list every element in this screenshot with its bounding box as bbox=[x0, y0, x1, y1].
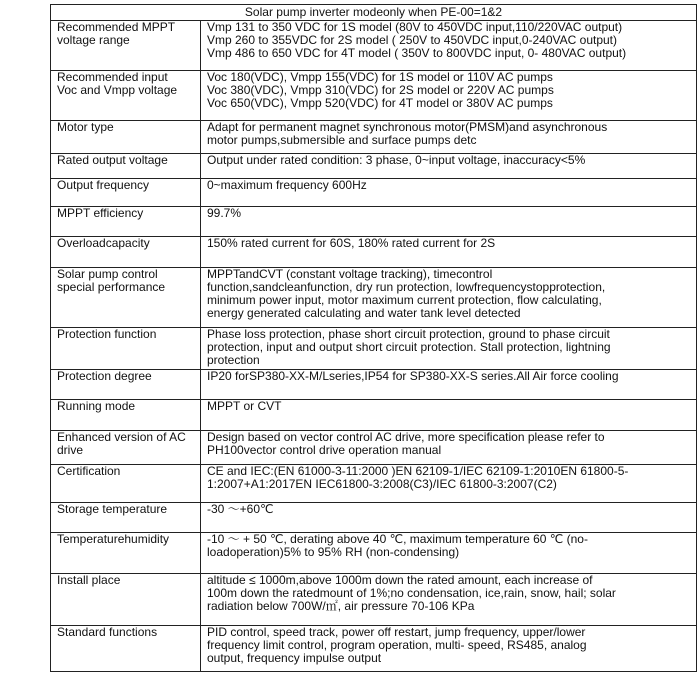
row-value bbox=[201, 533, 697, 574]
row-value-line: Vmp 486 to 650 VDC for 4T model ( 350V to 800VDC input, 0- 480VAC output) bbox=[207, 46, 627, 60]
row-value-line: minimum power input, motor maximum current protection, flow calculating, bbox=[207, 293, 602, 307]
table-row bbox=[51, 328, 697, 370]
row-value-line: energy generated calculating and water tank level detected bbox=[207, 306, 521, 320]
row-label bbox=[51, 21, 201, 71]
row-value-line: radiation below 700W/㎡, air pressure 70-106 KPa bbox=[207, 599, 475, 613]
row-value bbox=[201, 574, 697, 626]
row-value-line: Voc 180(VDC), Vmpp 155(VDC) for 1S model or 110V AC pumps bbox=[207, 70, 553, 84]
row-value bbox=[201, 328, 697, 370]
row-label-line: Overloadcapacity bbox=[57, 236, 150, 250]
row-label bbox=[51, 179, 201, 207]
table-row bbox=[51, 207, 697, 237]
row-value-line: -30 ～+60℃ bbox=[207, 502, 274, 516]
row-value bbox=[201, 21, 697, 71]
row-value-line: PH100vector control drive operation manual bbox=[207, 443, 442, 457]
row-value-line: frequency limit control, program operation, multi- speed, RS485, analog bbox=[207, 638, 587, 652]
row-value bbox=[201, 237, 697, 268]
row-label-line: Storage temperature bbox=[57, 502, 168, 516]
row-value-line: Vmp 260 to 355VDC for 2S model ( 250V to 450VDC input,0-240VAC output) bbox=[207, 33, 618, 47]
row-value-line: CE and IEC:(EN 61000-3-11:2000 )EN 62109-1/IEC 62109-1:2010EN 61800-5- bbox=[207, 464, 629, 478]
row-value-line: 1:2007+A1:2017EN IEC61800-3:2008(C3)/IEC 61800-3:2007(C2) bbox=[207, 477, 557, 491]
row-value-line: protection bbox=[207, 353, 260, 367]
row-value bbox=[201, 268, 697, 328]
row-label bbox=[51, 154, 201, 179]
row-label-line: Certification bbox=[57, 464, 121, 478]
row-label-line: Solar pump control bbox=[57, 267, 158, 281]
row-label bbox=[51, 328, 201, 370]
row-value-line: Voc 650(VDC), Vmpp 520(VDC) for 4T model or 380V AC pumps bbox=[207, 96, 553, 110]
row-label-line: Protection degree bbox=[57, 369, 152, 383]
row-value bbox=[201, 154, 697, 179]
row-value bbox=[201, 626, 697, 672]
row-label-line: Motor type bbox=[57, 120, 114, 134]
table-row bbox=[51, 121, 697, 154]
row-value-line: altitude ≤ 1000m,above 1000m down the rated amount, each increase of bbox=[207, 573, 593, 587]
table-row bbox=[51, 626, 697, 672]
table-row bbox=[51, 154, 697, 179]
row-label-line: special performance bbox=[57, 280, 166, 294]
row-value-line: protection, input and output short circuit protection. Stall protection, lightning bbox=[207, 340, 611, 354]
row-label-line: Recommended input bbox=[57, 70, 168, 84]
row-label bbox=[51, 503, 201, 533]
row-label-line: voltage range bbox=[57, 33, 130, 47]
table-row bbox=[51, 21, 697, 71]
row-value-line: Design based on vector control AC drive, more specification please refer to bbox=[207, 430, 605, 444]
table-row bbox=[51, 71, 697, 121]
row-label bbox=[51, 626, 201, 672]
row-value-line: Phase loss protection, phase short circuit protection, ground to phase circuit bbox=[207, 327, 610, 341]
row-label bbox=[51, 268, 201, 328]
row-label bbox=[51, 71, 201, 121]
row-label bbox=[51, 207, 201, 237]
row-value-line: Vmp 131 to 350 VDC for 1S model (80V to 450VDC input,110/220VAC output) bbox=[207, 20, 623, 34]
row-value-line: 99.7% bbox=[207, 206, 242, 220]
row-label-line: Rated output voltage bbox=[57, 153, 168, 167]
row-label-line: Enhanced version of AC bbox=[57, 430, 186, 444]
row-value-line: Output under rated condition: 3 phase, 0~input voltage, inaccuracy<5% bbox=[207, 153, 586, 167]
row-value-line: 150% rated current for 60S, 180% rated current for 2S bbox=[207, 236, 496, 250]
row-label-line: MPPT efficiency bbox=[57, 206, 144, 220]
row-label-line: Recommended MPPT bbox=[57, 20, 176, 34]
table-row bbox=[51, 268, 697, 328]
row-label bbox=[51, 370, 201, 400]
table-title-row bbox=[51, 5, 697, 21]
table-row bbox=[51, 237, 697, 268]
row-label bbox=[51, 533, 201, 574]
row-value-line: Adapt for permanent magnet synchronous motor(PMSM)and asynchronous bbox=[207, 120, 608, 134]
row-value-line: IP20 forSP380-XX-M/Lseries,IP54 for SP380-XX-S series.All Air force cooling bbox=[207, 369, 619, 383]
row-label-line: Output frequency bbox=[57, 178, 150, 192]
row-value bbox=[201, 179, 697, 207]
row-label bbox=[51, 574, 201, 626]
table-row bbox=[51, 431, 697, 465]
row-label-line: Running mode bbox=[57, 399, 136, 413]
row-label-line: drive bbox=[57, 443, 84, 457]
row-value-line: PID control, speed track, power off restart, jump frequency, upper/lower bbox=[207, 625, 586, 639]
row-value bbox=[201, 370, 697, 400]
row-value-line: loadoperation)5% to 95% RH (non-condensing) bbox=[207, 545, 460, 559]
spec-table bbox=[50, 4, 697, 672]
row-label-line: Voc and Vmpp voltage bbox=[57, 83, 178, 97]
row-value-line: motor pumps,submersible and surface pumps detc bbox=[207, 133, 477, 147]
table-title: Solar pump inverter modeonly when PE-00=1&2 bbox=[51, 5, 697, 21]
row-value-line: Voc 380(VDC), Vmpp 310(VDC) for 2S model or 220V AC pumps bbox=[207, 83, 554, 97]
row-value bbox=[201, 503, 697, 533]
table-row bbox=[51, 400, 697, 431]
row-label-line: Install place bbox=[57, 573, 121, 587]
row-value bbox=[201, 400, 697, 431]
row-value bbox=[201, 121, 697, 154]
table-row bbox=[51, 465, 697, 503]
row-label bbox=[51, 400, 201, 431]
row-label bbox=[51, 237, 201, 268]
row-label bbox=[51, 431, 201, 465]
table-row bbox=[51, 574, 697, 626]
table-row bbox=[51, 503, 697, 533]
row-value-line: MPPT or CVT bbox=[207, 399, 282, 413]
row-label-line: Temperaturehumidity bbox=[57, 532, 170, 546]
row-label bbox=[51, 465, 201, 503]
row-value-line: function,sandcleanfunction, dry run protection, lowfrequencystopprotection, bbox=[207, 280, 606, 294]
row-value-line: MPPTandCVT (constant voltage tracking), timecontrol bbox=[207, 267, 493, 281]
row-value-line: output, frequency impulse output bbox=[207, 651, 382, 665]
row-label-line: Standard functions bbox=[57, 625, 158, 639]
row-value bbox=[201, 71, 697, 121]
table-body bbox=[51, 21, 697, 672]
row-label-line: Protection function bbox=[57, 327, 157, 341]
row-label bbox=[51, 121, 201, 154]
row-value-line: -10 ～ + 50 ℃, derating above 40 ℃, maximum temperature 60 ℃ (no- bbox=[207, 532, 588, 546]
row-value bbox=[201, 431, 697, 465]
row-value bbox=[201, 207, 697, 237]
table-row bbox=[51, 370, 697, 400]
row-value-line: 0~maximum frequency 600Hz bbox=[207, 178, 367, 192]
table-row bbox=[51, 179, 697, 207]
row-value bbox=[201, 465, 697, 503]
table-row bbox=[51, 533, 697, 574]
row-value-line: 100m down the ratedmount of 1%;no condensation, ice,rain, snow, hail; solar bbox=[207, 586, 616, 600]
